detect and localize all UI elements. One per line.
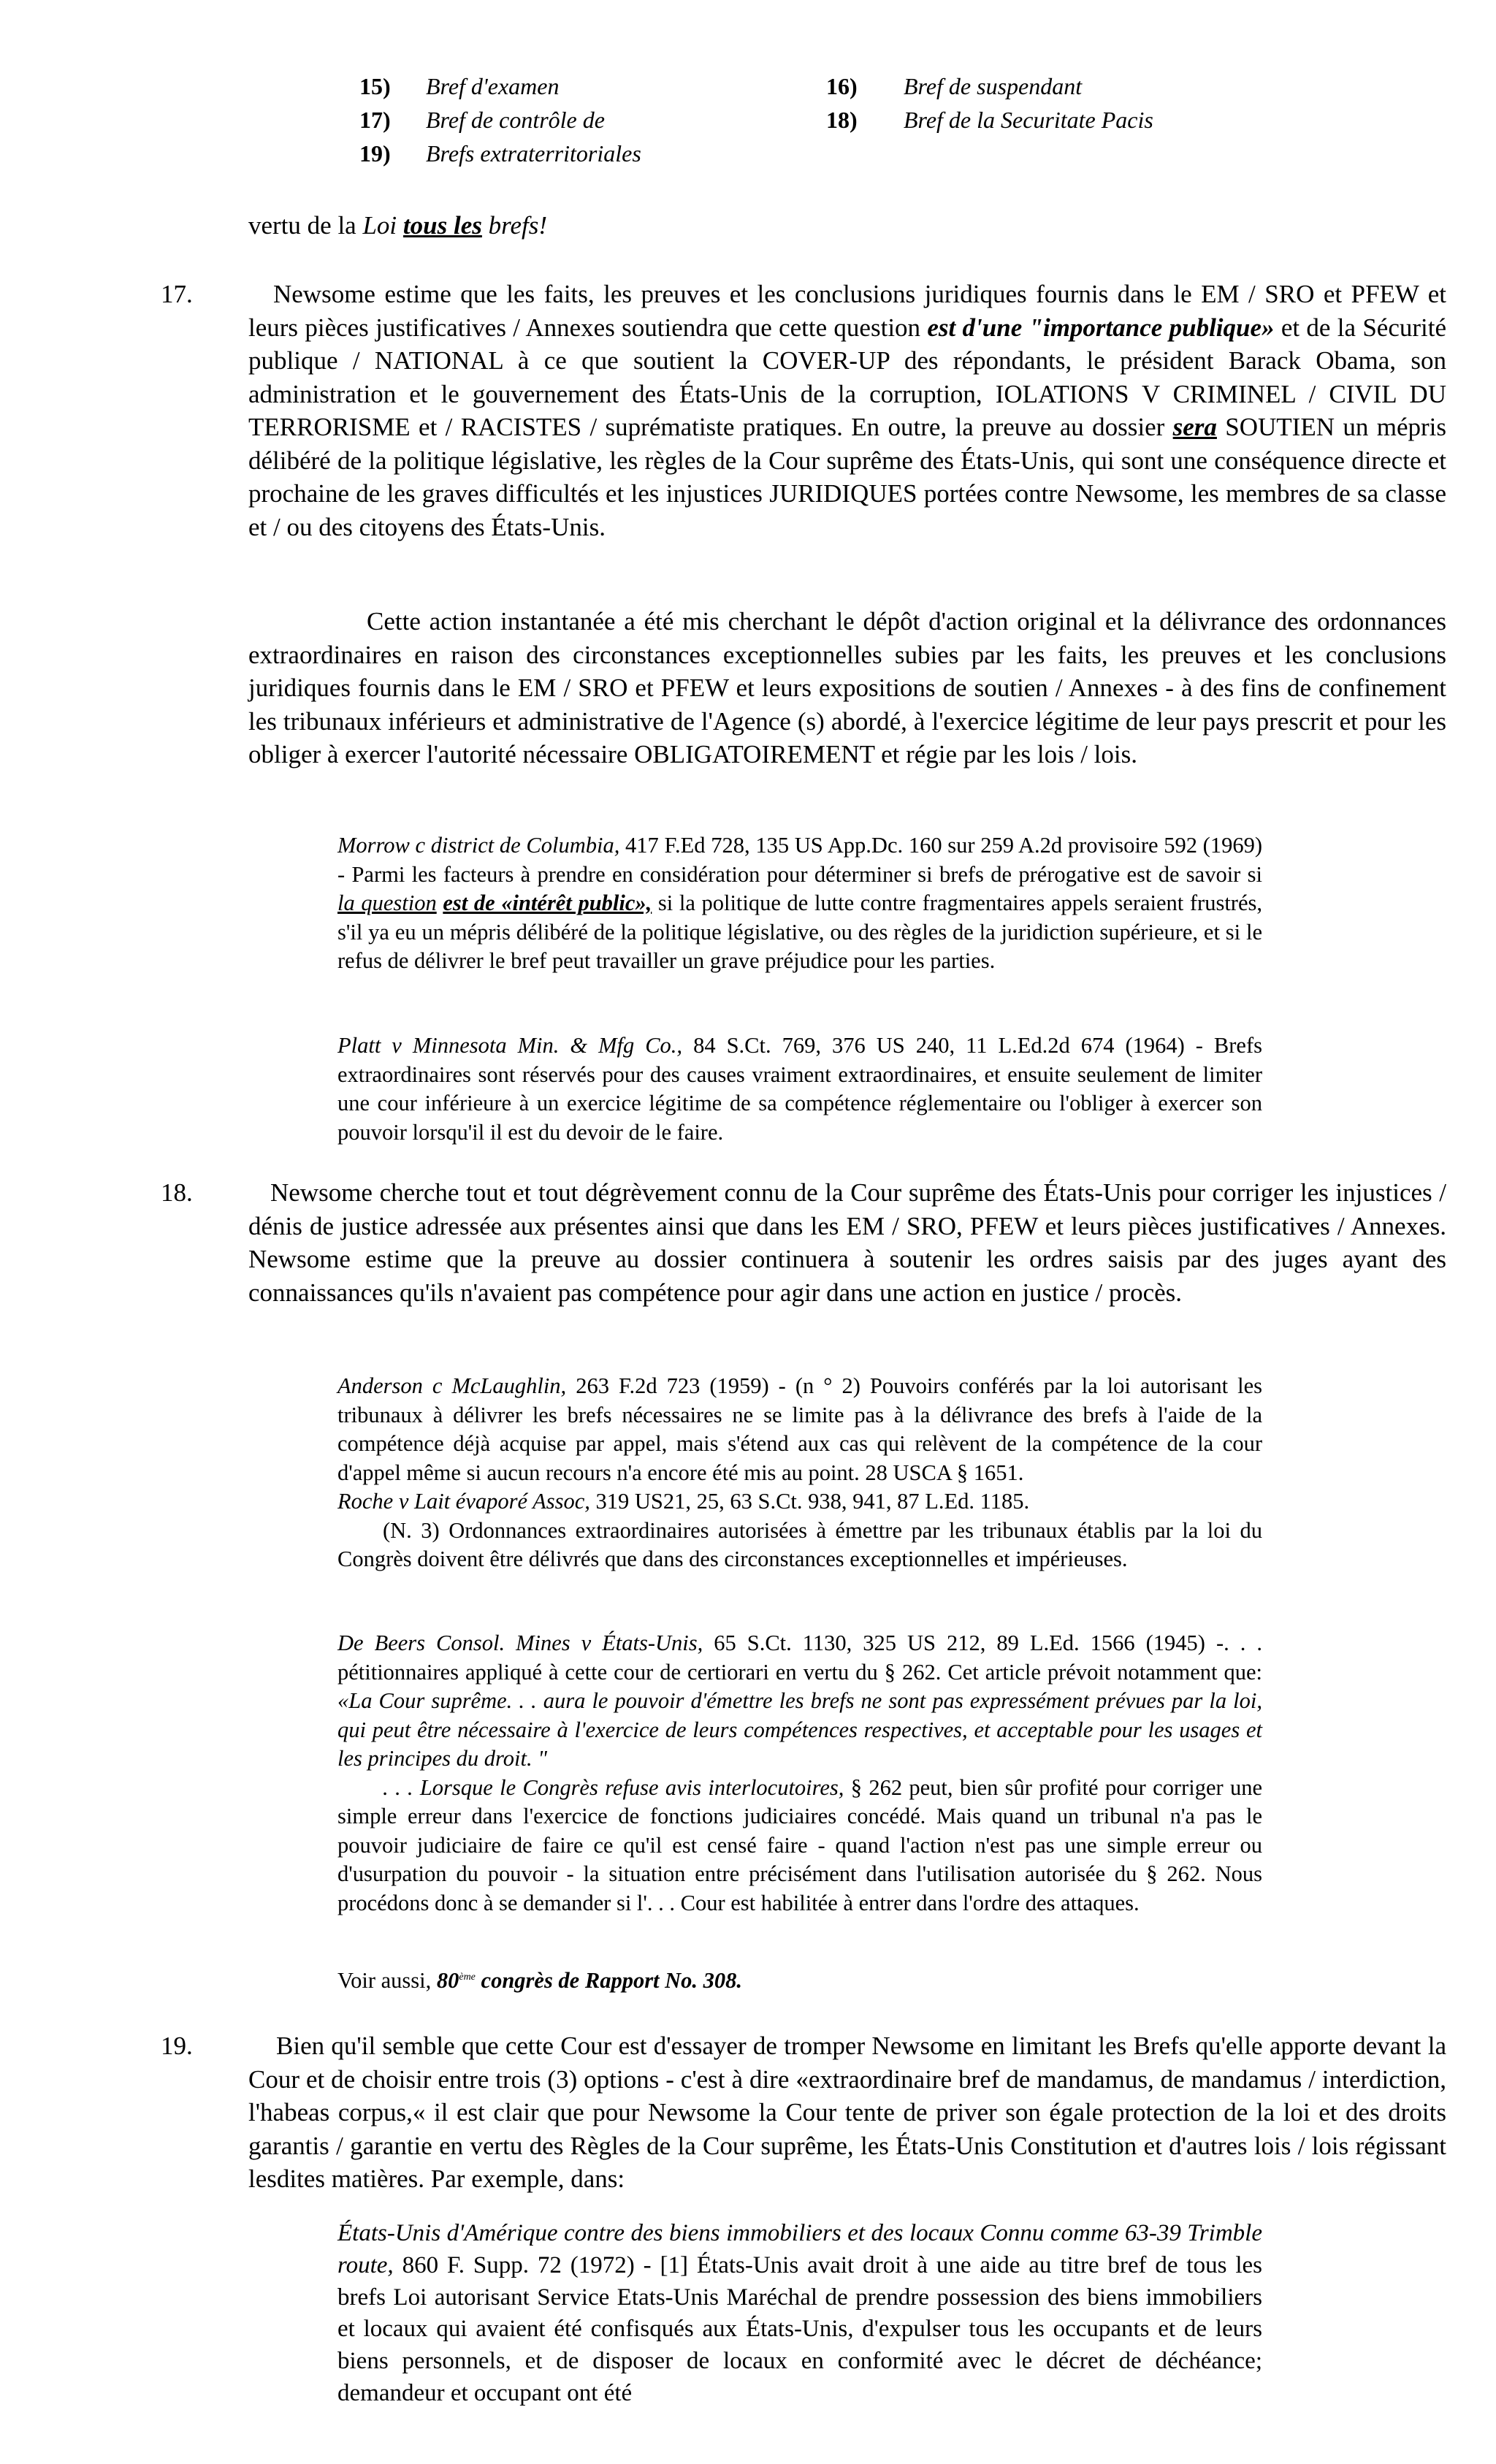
case-name: Platt v Minnesota Min. & Mfg Co., (337, 1033, 683, 1058)
paragraph-number: 17. (161, 280, 193, 308)
intro-line (248, 209, 1446, 243)
paragraph-17 (248, 278, 1446, 543)
case-name: De Beers Consol. Mines v États-Unis, (337, 1630, 703, 1655)
case-quote-debeers (337, 1629, 1262, 1918)
quote-text: 319 US21, 25, 63 S.Ct. 938, 941, 87 L.Ed. 1185. (589, 1489, 1030, 1514)
case-name: Roche v Lait évaporé Assoc, (337, 1489, 590, 1514)
see-also-prefix: Voir aussi, (337, 1968, 437, 1993)
intro-prefix: vertu de la (248, 211, 363, 240)
paragraph-number: 18. (161, 1178, 193, 1207)
quote-text: § 262 peut, bien sûr profité pour corriger une simple erreur dans l'exercice de fonctions judiciaires concédé. Mais quand un tribunal n'a pas le pouvoir judiciaire de faire ce qu'il est censé faire - quand l'action n'est pas une simple erreur ou d'usurpation du pouvoir - la situation entre précisément dans l'utilisation autorisée du § 262. Nous procédons donc à se demander si l'. . . Cour est habilitée à entrer dans l'ordre des attaques. (337, 1774, 1263, 1915)
paragraph-text: et de la Sécurité publique / NATIONAL à ce que soutient la COVER-UP des répondants, le président Barack Obama, son administration et le gouvernement des États-Unis de la corruption, IOLATIONS V CRIMINEL / CIVIL DU TERRORISME et / RACISTES / suprématiste pratiques. En outre, la preuve au dossier (248, 313, 1446, 441)
writ-title: Brefs extraterritoriales (426, 140, 641, 167)
intro-brefs: brefs! (488, 211, 547, 240)
case-name: Morrow c district de Columbia, (337, 833, 620, 858)
writ-number: 19) (359, 140, 391, 167)
emphasis-importance: est d'une "importance publique» (927, 313, 1275, 342)
quote-text: 860 F. Supp. 72 (1972) - [1] États-Unis avait droit à une aide au titre bref de tous les brefs Loi autorisant Service Etats-Unis Maréchal de prendre possession des biens immobiliers et locaux qui avaient été confisqués aux États-Unis, d'expulser tous les occupants et de leurs biens personnels, et de disposer de locaux en conformité avec le décret de déchéance; demandeur et occupant ont été (337, 2251, 1262, 2406)
paragraph-18: Newsome cherche tout et tout dégrèvement connu de la Cour suprême des États-Unis pour corriger les injustices / dénis de justice adressée aux présentes ainsi que dans les EM / SRO, PFEW et leurs pièces justificatives / Annexes. Newsome estime que la preuve au dossier continuera à soutenir les ordres saisis par des juges ayant des connaissances qu'ils n'avaient pas compétence pour agir dans une action en justice / procès. (248, 1178, 1446, 1307)
quote-text: 263 F.2d 723 (1959) - (n ° 2) Pouvoirs conférés par la loi autorisant les tribunaux à délivrer les brefs nécessaires ne se limite pas à la délivrance des brefs à l'aide de la compétence déjà acquise par appel, mais s'étend aux cas qui relèvent de la compétence de la cour d'appel même si aucun recours n'a encore été mis au point. 28 USCA § 1651. (337, 1373, 1262, 1485)
emphasis-la-question: la question (337, 890, 437, 915)
quote-text: 84 S.Ct. 769, 376 US 240, 11 L.Ed.2d 674 (1964) - Brefs extraordinaires sont réservés pour des causes vraiment extraordinaires, et ensuite seulement de limiter une cour inférieure à un exercice légitime de sa compétence réglementaire ou l'obliger à exercer son pouvoir lorsqu'il il est du devoir de le faire. (337, 1033, 1262, 1145)
case-quote-trimble (337, 2218, 1262, 2410)
emphasis-sera: sera (1172, 413, 1217, 441)
writ-title: Bref d'examen (426, 73, 560, 99)
case-quote-morrow (337, 831, 1262, 976)
ordinal-suffix: ème (459, 1971, 476, 1983)
paragraph-text: Newsome estime que les faits, les preuves et les conclusions juridiques fournis dans le EM / SRO et PFEW et leurs pièces justificatives / Annexes soutiendra que cette question (248, 280, 1446, 342)
report-reference: congrès de Rapport No. 308. (475, 1968, 743, 1993)
intro-loi: Loi (362, 211, 397, 240)
paragraph-19: Bien qu'il semble que cette Cour est d'essayer de tromper Newsome en limitant les Brefs qu'elle apporte devant la Cour et de choisir entre trois (3) options - c'est à dire «extraordinaire bref de mandamus, de mandamus / interdiction, l'habeas corpus,« il est clair que pour Newsome la Cour tente de priver son égale protection de la loi et des droits garantis / garantie en vertu des Règles de la Cour suprême, les États-Unis Constitution et d'autres lois / lois régissant lesdites matières. Par exemple, dans: (248, 2032, 1446, 2193)
quote-text: 65 S.Ct. 1130, 325 US 212, 89 L.Ed. 1566 (1945) -. . . pétitionnaires appliqué à cette cour de certiorari en vertu du § 262. Cet article prévoit notamment que: (337, 1630, 1262, 1685)
quote-lead: . . . Lorsque le Congrès refuse avis interlocutoires, (383, 1774, 844, 1800)
congress-number: 80 (436, 1968, 459, 1993)
quote-continuation (337, 1774, 1262, 1918)
emphasis-interet-public: est de «intérêt public», (443, 890, 652, 915)
quote-note: (N. 3) Ordonnances extraordinaires autorisées à émettre par les tribunaux établis par la loi du Congrès doivent être délivrés que dans des circonstances exceptionnelles et impérieuses. (337, 1517, 1262, 1571)
quote-text: 417 F.Ed 728, 135 US App.Dc. 160 sur 259 A.2d provisoire 592 (1969) - Parmi les facteurs à prendre en considération pour déterminer si brefs de prérogative est de savoir si (337, 833, 1262, 887)
case-quote-platt (337, 1031, 1262, 1147)
paragraph-text: SOUTIEN un mépris délibéré de la politique législative, les règles de la Cour suprême des États-Unis, qui sont une conséquence directe et prochaine de les graves difficultés et les injustices JURIDIQUES portées contre Newsome, les membres de sa classe et / ou des citoyens des États-Unis. (248, 413, 1446, 541)
writ-title: Bref de suspendant (904, 73, 1083, 99)
paragraph-number: 19. (161, 2032, 193, 2060)
case-quote-anderson (337, 1372, 1262, 1574)
writ-number: 15) (359, 73, 391, 99)
paragraph-17-continued: Cette action instantanée a été mis cherchant le dépôt d'action original et la délivrance des ordonnances extraordinaires en raison des circonstances exceptionnelles subies par les faits, les preuves et les conclusions juridiques fournis dans le EM / SRO et PFEW et leurs expositions de soutien / Annexes - à des fins de confinement les tribunaux inférieurs et administrative de l'Agence (s) abordé, à l'exercice légitime de leur pays prescrit et pour les obliger à exercer l'autorité nécessaire OBLIGATOIREMENT et régie par les lois / lois. (248, 607, 1446, 768)
writ-title: Bref de contrôle de (426, 107, 605, 133)
case-name: États-Unis d'Amérique contre des biens immobiliers et des locaux Connu comme 63-39 Trimble route, (337, 2220, 1262, 2278)
see-also-line (337, 1967, 1262, 1996)
writ-number: 16) (826, 73, 858, 99)
writ-number: 17) (359, 107, 391, 133)
quote-text: si la politique de lutte contre fragmentaires appels seraient frustrés, s'il ya eu un mépris délibéré de la politique législative, ou des règles de la juridiction supérieure, et si le refus de délivrer le bref peut travailler un grave préjudice pour les parties. (337, 890, 1262, 973)
writ-title: Bref de la Securitate Pacis (904, 107, 1153, 133)
case-name: Anderson c McLaughlin, (337, 1373, 567, 1398)
writ-number: 18) (826, 107, 858, 133)
writ-list (0, 69, 1496, 179)
quoted-statute: «La Cour suprême. . . aura le pouvoir d'émettre les brefs ne sont pas expressément prévues par la loi, qui peut être nécessaire à l'exercice de leurs compétences respectives, et acceptable pour les usages et les principes du droit. " (337, 1688, 1262, 1771)
intro-tous-les: tous les (402, 211, 482, 240)
